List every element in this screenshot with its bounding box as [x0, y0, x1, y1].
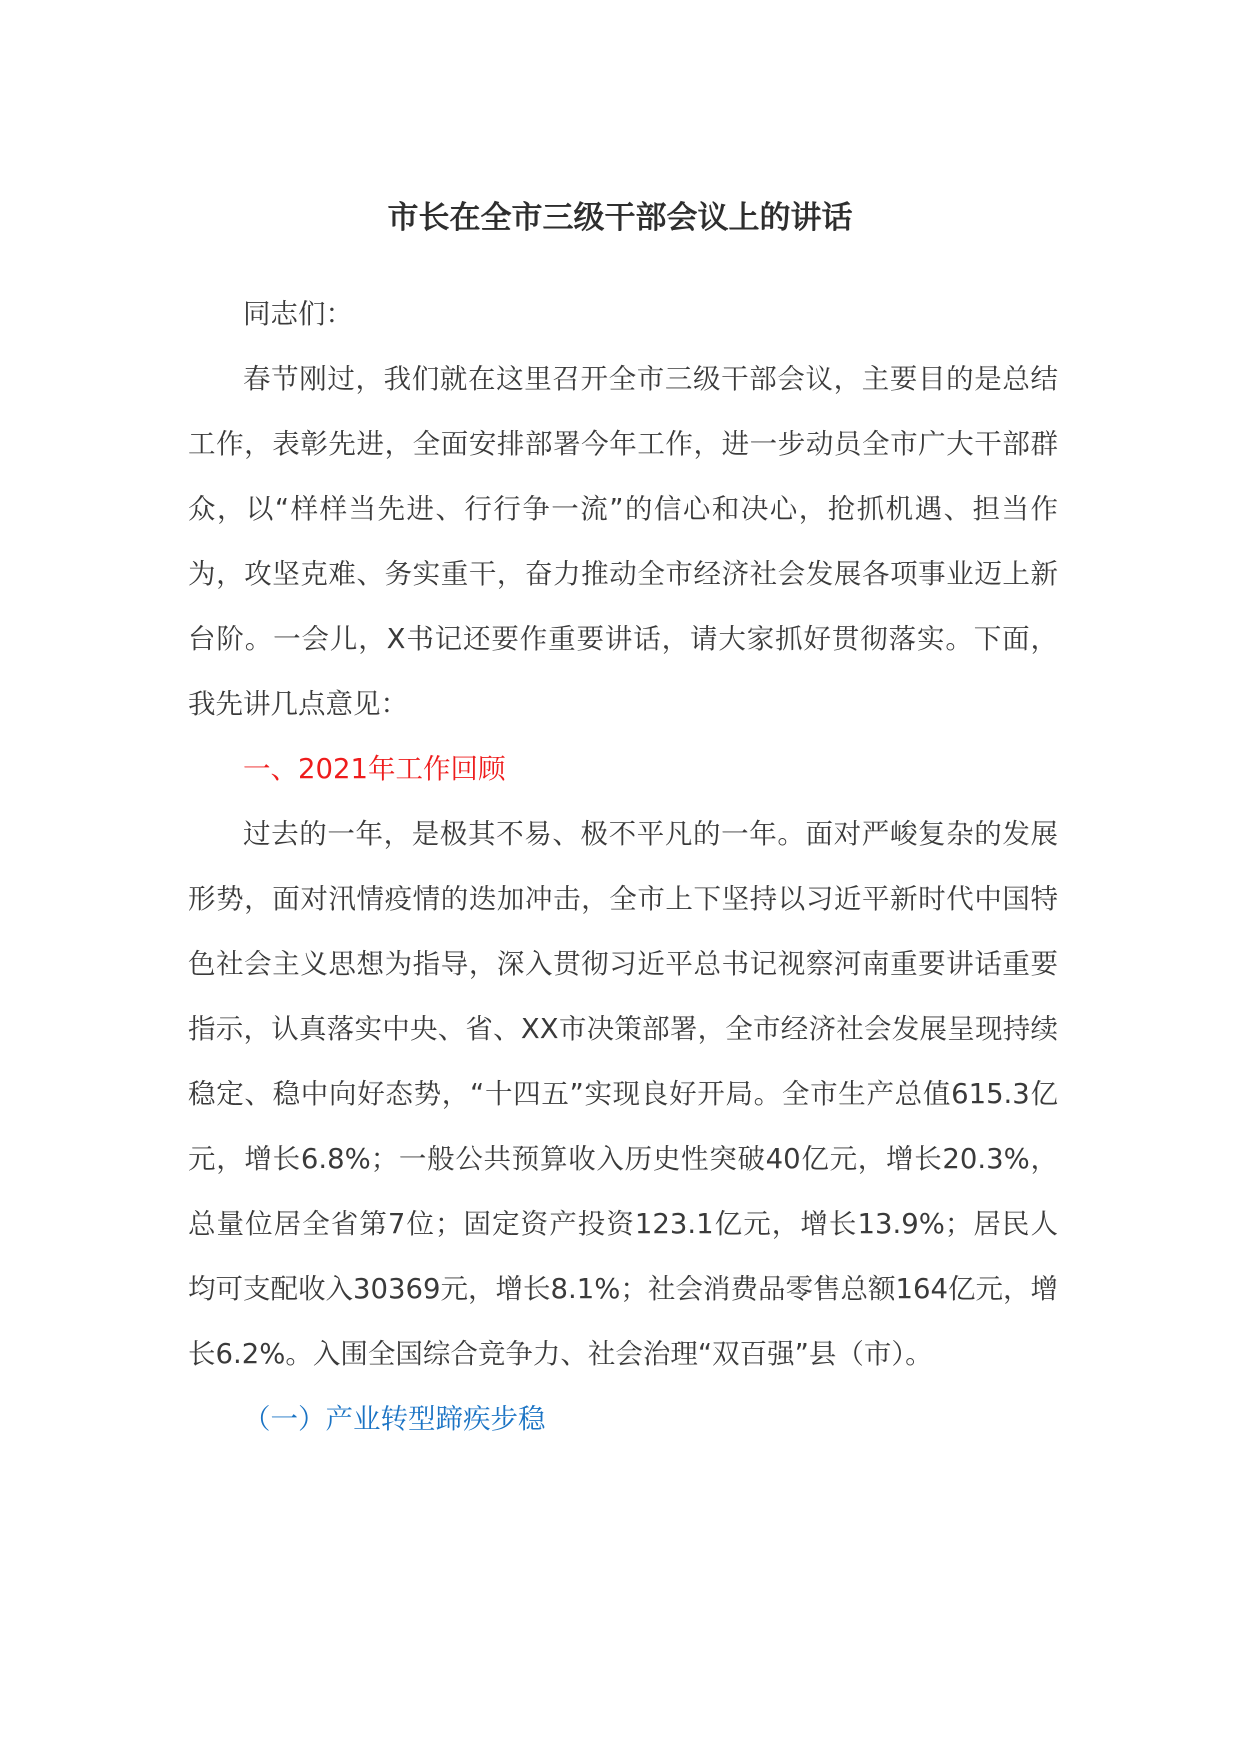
- document-title: 市长在全市三级干部会议上的讲话: [387, 200, 853, 236]
- section-heading: 一、2021年工作回顾: [243, 753, 506, 785]
- subsection-heading: （一）产业转型蹄疾步稳: [243, 1403, 546, 1435]
- section-paragraph: 过去的一年，是极其不易、极不平凡的一年。面对严峻复杂的发展形势，面对汛情疫情的迭加冲击，全市上下坚持以习近平新时代中国特色社会主义思想为指导，深入贯彻习近平总书记视察河南重要讲话重要指示，认真落实中央、省、XX市决策部署，全市经济社会发展呈现持续稳定、稳中向好态势，“十四五”实现良好开局。全市生产总值615.3亿元，增长6.8%；一般公共预算收入历史性突破40亿元，增长20.3%，总量位居全省第7位；固定资产投资123.1亿元，增长13.9%；居民人均可支配收入30369元，增长8.1%；社会消费品零售总额164亿元，增长6.2%。入围全国综合竞争力、社会治理“双百强”县（市）。: [188, 818, 1058, 1370]
- intro-paragraph: 春节刚过，我们就在这里召开全市三级干部会议，主要目的是总结工作，表彰先进，全面安排部署今年工作，进一步动员全市广大干部群众，以“样样当先进、行行争一流”的信心和决心，抢抓机遇、担当作为，攻坚克难、务实重干，奋力推动全市经济社会发展各项事业迈上新台阶。一会儿，X书记还要作重要讲话，请大家抓好贯彻落实。下面，我先讲几点意见：: [188, 363, 1058, 720]
- document-body: [188, 282, 1058, 1452]
- salutation: 同志们：: [243, 298, 353, 330]
